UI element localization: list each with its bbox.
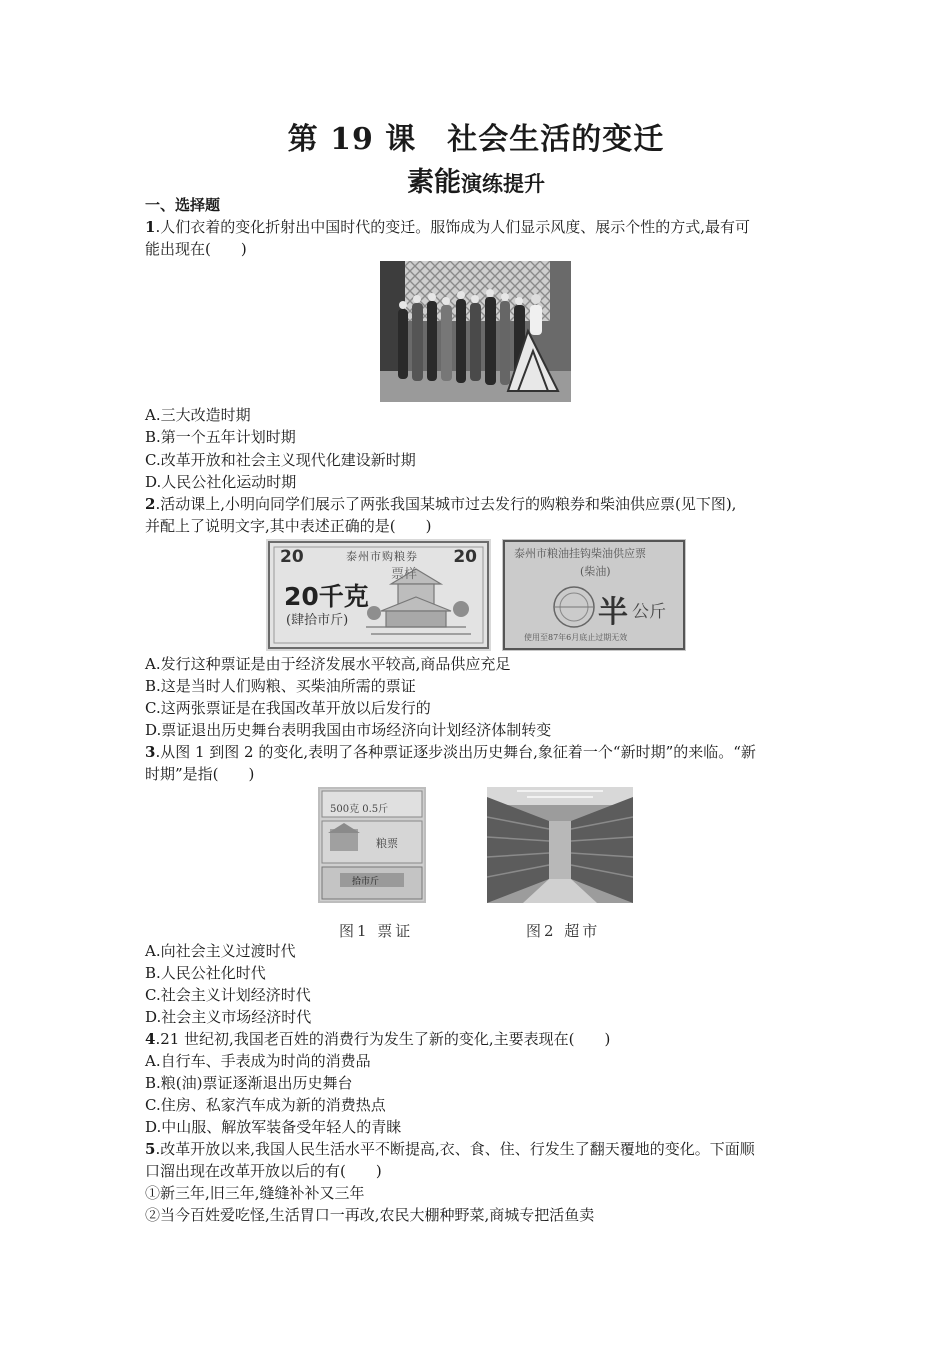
coupon2-footer: 使用至87年6月底止过期无效 (524, 633, 628, 642)
ticket-stack-image (318, 787, 426, 903)
ticket-stack-bottom: 拾市斤 (352, 877, 380, 887)
question-1-line-2: 能出现在( ) (145, 240, 247, 258)
fashion-show-photo (380, 261, 571, 402)
question-4-number: 4 (145, 1030, 156, 1048)
section-heading: 一、选择题 (145, 196, 221, 214)
grain-coupon-image (266, 539, 491, 651)
question-1-line-1: 1.人们衣着的变化折射出中国时代的变迁。服饰成为人们显示风度、展示个性的方式,最有可 (145, 218, 750, 236)
coupon1-watermark: 票样 (391, 567, 418, 582)
coupon2-amount-unit: 公斤 (632, 602, 666, 622)
question-5-item-2: ②当今百姓爱吃怪,生活胃口一再改,农民大棚种野菜,商城专把活鱼卖 (145, 1206, 595, 1224)
coupon2-header: 泰州市粮油挂钩柴油供应票 (514, 547, 646, 560)
coupon1-header: 泰州市购粮券 (346, 550, 418, 563)
question-2-option-c: C.这两张票证是在我国改革开放以后发行的 (145, 699, 431, 717)
coupon1-amount: 20千克 (284, 582, 369, 611)
coupon2-sub: (柴油) (580, 565, 611, 578)
question-2-number: 2 (145, 495, 156, 513)
figure-2-caption: 图2 超市 (526, 922, 601, 940)
question-4-option-c: C.住房、私家汽车成为新的消费热点 (145, 1096, 386, 1114)
question-3-option-b: B.人民公社化时代 (145, 964, 266, 982)
question-1-option-c: C.改革开放和社会主义现代化建设新时期 (145, 451, 416, 469)
question-1-option-d: D.人民公社化运动时期 (145, 473, 297, 491)
question-3-number: 3 (145, 743, 156, 761)
coupon1-corner-left: 20 (280, 547, 304, 567)
coupon1-amount-sub: (肆拾市斤) (286, 613, 349, 628)
question-5-line-1: 5.改革开放以来,我国人民生活水平不断提高,衣、食、住、行发生了翻天覆地的变化。下面顺 (145, 1140, 755, 1158)
question-4-option-d: D.中山服、解放军装备受年轻人的青睐 (145, 1118, 402, 1136)
diesel-coupon-image (502, 539, 686, 651)
question-5-line-2: 口溜出现在改革开放以后的有( ) (145, 1162, 382, 1180)
question-3-option-a: A.向社会主义过渡时代 (145, 942, 296, 960)
question-1-option-a: A.三大改造时期 (145, 406, 251, 424)
question-3-line-2: 时期”是指( ) (145, 765, 255, 783)
question-2-option-b: B.这是当时人们购粮、买柴油所需的票证 (145, 677, 416, 695)
figure-1-caption: 图1 票证 (339, 922, 414, 940)
question-1-number: 1 (145, 218, 156, 236)
subtitle-big: 素能 (407, 167, 461, 198)
question-2-line-1: 2.活动课上,小明向同学们展示了两张我国某城市过去发行的购粮券和柴油供应票(见下图), (145, 495, 737, 513)
question-2-line-2: 并配上了说明文字,其中表述正确的是( ) (145, 517, 432, 535)
question-1-option-b: B.第一个五年计划时期 (145, 428, 296, 446)
ticket-stack-denomination: 500克 0.5斤 (330, 804, 389, 815)
question-3-option-c: C.社会主义计划经济时代 (145, 986, 311, 1004)
question-3-option-d: D.社会主义市场经济时代 (145, 1008, 312, 1026)
subtitle-small: 演练提升 (461, 171, 545, 196)
question-2-option-a: A.发行这种票证是由于经济发展水平较高,商品供应充足 (145, 655, 511, 673)
supermarket-photo (487, 787, 633, 903)
coupon2-amount-big: 半 (598, 595, 628, 630)
question-2-option-d: D.票证退出历史舞台表明我国由市场经济向计划经济体制转变 (145, 721, 552, 739)
coupon1-corner-right: 20 (453, 547, 477, 567)
question-3-line-1: 3.从图 1 到图 2 的变化,表明了各种票证逐步淡出历史舞台,象征着一个“新时期”的来临。“新 (145, 743, 756, 761)
lesson-title: 第 19 课 社会生活的变迁 (287, 122, 665, 157)
lesson-subtitle (0, 160, 952, 199)
question-4-option-a: A.自行车、手表成为时尚的消费品 (145, 1052, 371, 1070)
ticket-stack-label: 粮票 (376, 837, 398, 850)
question-5-number: 5 (145, 1140, 156, 1158)
question-4-line-1: 4.21 世纪初,我国老百姓的消费行为发生了新的变化,主要表现在( ) (145, 1030, 611, 1048)
question-4-option-b: B.粮(油)票证逐渐退出历史舞台 (145, 1074, 353, 1092)
question-5-item-1: ①新三年,旧三年,缝缝补补又三年 (145, 1184, 365, 1202)
